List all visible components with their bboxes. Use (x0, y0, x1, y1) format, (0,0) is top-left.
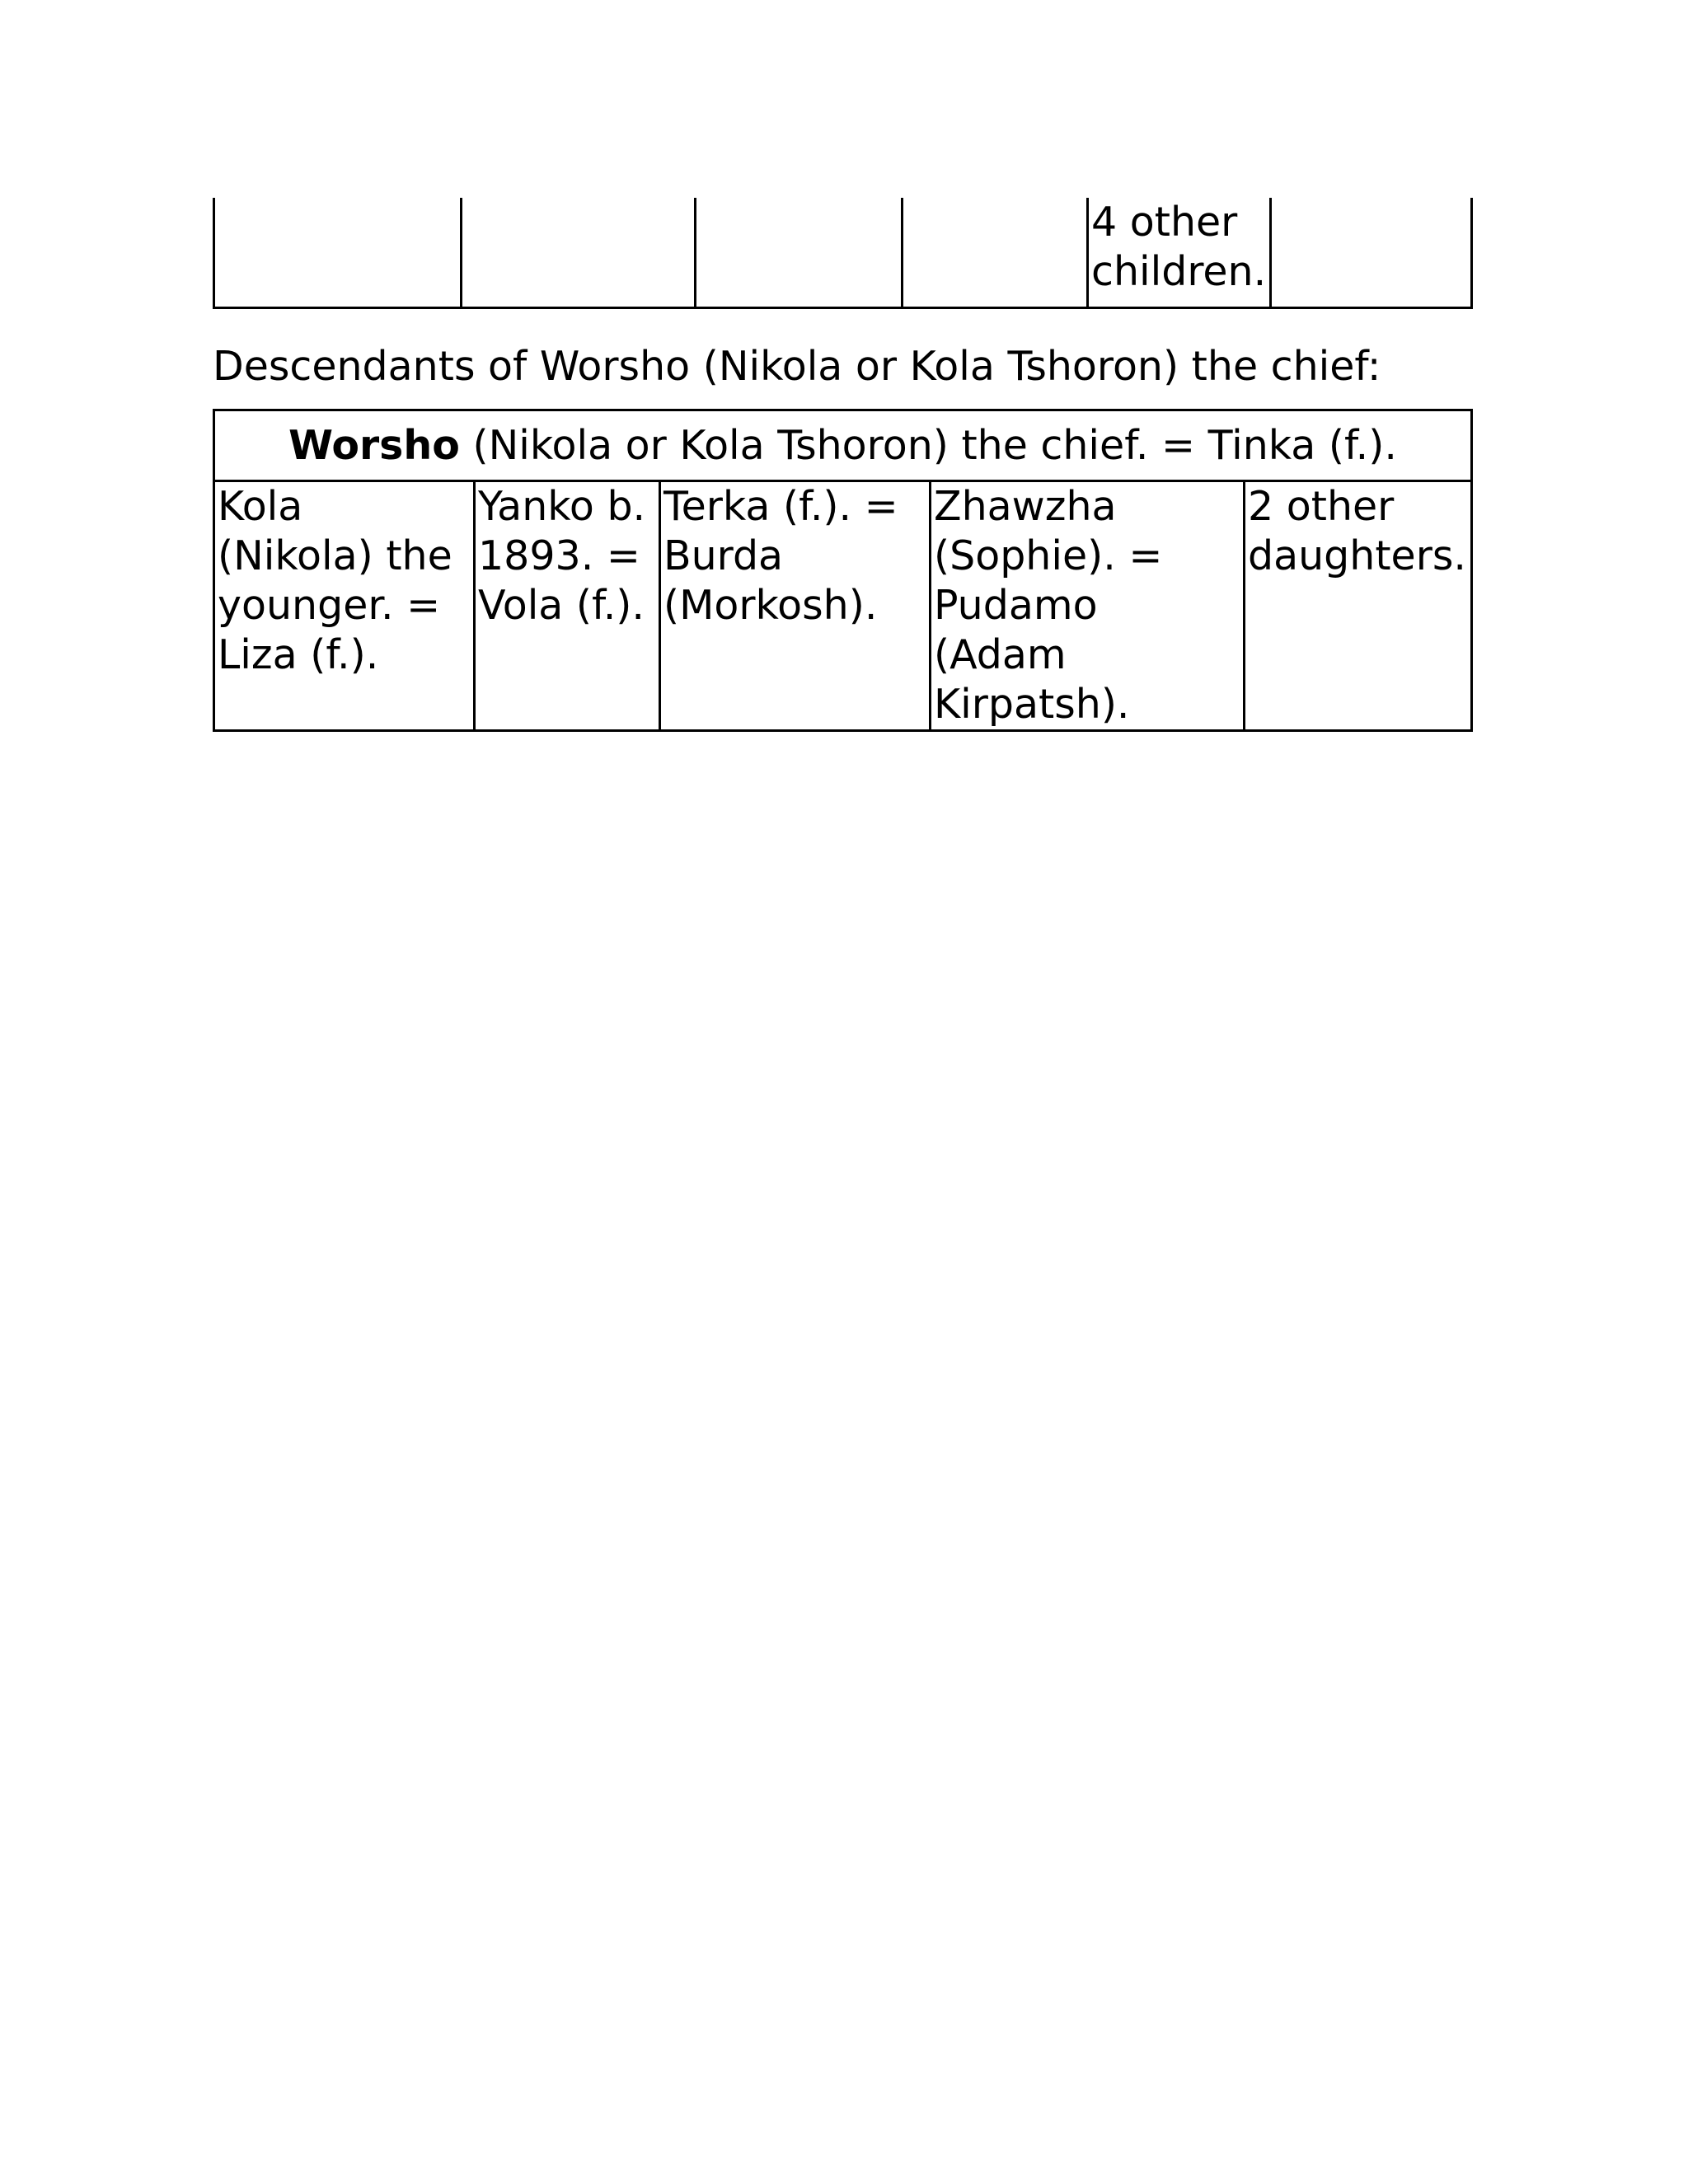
child-cell: Terka (f.). = Burda (Morkosh). (660, 481, 931, 731)
table-cell: 4 other children. (1088, 198, 1271, 308)
table-cell (462, 198, 696, 308)
table-row (214, 198, 1472, 308)
child-cell: 2 other daughters. (1245, 481, 1472, 731)
child-cell: Yanko b. 1893. = Vola (f.). (475, 481, 660, 731)
child-cell: Zhawzha (Sophie). = Pudamo (Adam Kirpatsh). (931, 481, 1245, 731)
section-heading: Descendants of Worsho (Nikola or Kola Tshoron) the chief: (213, 343, 1381, 390)
family-head-cell (214, 410, 1472, 481)
table-cell (214, 198, 462, 308)
table-row (214, 481, 1472, 731)
head-description: (Nikola or Kola Tshoron) the chief. = Tinka (f.). (459, 421, 1397, 469)
table-cell (1271, 198, 1472, 308)
head-name: Worsho (288, 421, 460, 469)
continuation-table (213, 198, 1473, 309)
child-cell: Kola (Nikola) the younger. = Liza (f.). (214, 481, 475, 731)
family-table (213, 409, 1473, 732)
table-row (214, 410, 1472, 481)
table-cell (903, 198, 1088, 308)
table-cell (696, 198, 903, 308)
document-page (213, 198, 1470, 732)
